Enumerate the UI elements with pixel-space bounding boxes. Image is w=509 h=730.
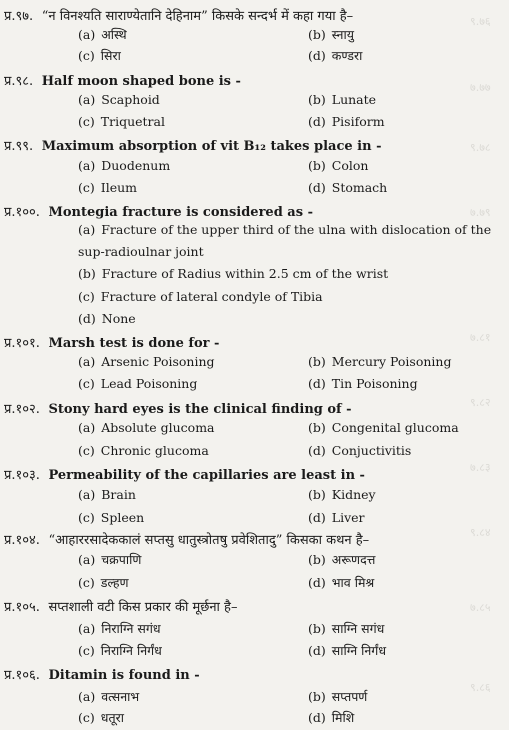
option-c: (c) सिरा [78, 48, 121, 63]
question-text: Marsh test is done for - [48, 336, 220, 351]
question-number: प्र.१०४. [4, 533, 40, 548]
option-b: (b) Mercury Poisoning [308, 354, 452, 369]
bleed-through-mark: ७.७७ [470, 81, 491, 94]
question-text: सप्तशाली वटी किस प्रकार की मूर्छना है– [48, 600, 238, 615]
bleed-through-mark: ९.७६ [470, 15, 491, 28]
option-c: (c) धतूरा [78, 710, 124, 725]
option-b: (b) Congenital glucoma [308, 420, 459, 435]
option-b: (b) साग्नि सगंध [308, 621, 385, 636]
option-d: (d) कण्डरा [308, 48, 363, 63]
question-text: “आहाररसादेककालं सप्तसु धातुस्त्रोतषु प्रवेशितादु” किसका कथन है– [48, 533, 370, 548]
option-b: (b) स्नायु [308, 27, 354, 42]
option-a: (a) Absolute glucoma [78, 420, 215, 435]
option-c: (c) Lead Poisoning [78, 376, 198, 391]
question-text: Maximum absorption of vit B₁₂ takes place in - [41, 139, 382, 154]
bleed-through-mark: ७.८३ [470, 461, 491, 474]
option-a: (a) वत्सनाभ [78, 689, 140, 704]
question-text: Permeability of the capillaries are least in - [48, 468, 365, 483]
question-text: Ditamin is found in - [48, 668, 200, 683]
option-a: (a) निराग्नि सगंध [78, 621, 161, 636]
question-stem [4, 71, 241, 89]
question-stem [4, 6, 353, 24]
option-d: (d) Stomach [308, 180, 388, 195]
bleed-through-mark: ९.७८ [470, 141, 491, 154]
bleed-through-mark: ९.८४ [470, 526, 491, 539]
option-c: (c) निराग्नि निर्गंध [78, 643, 162, 658]
bleed-through-mark: ९.८२ [470, 396, 491, 409]
question-stem [4, 530, 369, 548]
option-c: (c) Spleen [78, 510, 145, 525]
question-stem [4, 333, 219, 351]
bleed-through-mark: ९.८६ [470, 681, 491, 694]
option-a: (a) Fracture of the upper third of the ulna with dislocation of the sup-radioulnar joint [78, 222, 492, 259]
option-d: (d) Pisiform [308, 114, 385, 129]
question-number: प्र.१०३. [4, 468, 40, 483]
option-b: (b) Kidney [308, 487, 376, 502]
option-b: (b) अरूणदत्त [308, 552, 376, 567]
option-c: (c) Ileum [78, 180, 138, 195]
option-b: (b) Lunate [308, 92, 377, 107]
question-text: Half moon shaped bone is - [41, 74, 241, 89]
question-stem [4, 597, 237, 615]
question-number: प्र.१०१. [4, 336, 40, 351]
question-number: प्र.१००. [4, 205, 40, 220]
option-d: (d) भाव मिश्र [308, 575, 375, 590]
question-number: प्र.९९. [4, 139, 34, 154]
bleed-through-mark: ७.७९ [470, 206, 491, 219]
option-a: (a) चक्रपाणि [78, 552, 142, 567]
question-stem [4, 665, 200, 683]
question-stem [4, 465, 365, 483]
question-number: प्र.९८. [4, 74, 34, 89]
option-b: (b) Fracture of Radius within 2.5 cm of the wrist [78, 266, 389, 281]
question-stem [4, 399, 352, 417]
option-c: (c) डल्हण [78, 575, 129, 590]
option-b: (b) सप्तपर्ण [308, 689, 368, 704]
question-stem [4, 202, 313, 220]
option-a: (a) Scaphoid [78, 92, 160, 107]
option-a: (a) Arsenic Poisoning [78, 354, 215, 369]
question-text: Montegia fracture is considered as - [48, 205, 313, 220]
question-number: प्र.१०२. [4, 402, 40, 417]
bleed-through-mark: ७.८१ [470, 331, 491, 344]
bleed-through-mark: ७.८५ [470, 601, 491, 614]
question-number: प्र.१०६. [4, 668, 40, 683]
option-d: (d) Tin Poisoning [308, 376, 418, 391]
option-d: (d) मिशि [308, 710, 355, 725]
option-a: (a) Brain [78, 487, 136, 502]
question-number: प्र.१०५. [4, 600, 40, 615]
option-c: (c) Fracture of lateral condyle of Tibia [78, 289, 323, 304]
option-c: (c) Triquetral [78, 114, 165, 129]
question-number: प्र.९७. [4, 9, 34, 24]
option-c: (c) Chronic glucoma [78, 443, 209, 458]
option-b: (b) Colon [308, 158, 369, 173]
option-d: (d) Liver [308, 510, 365, 525]
option-a: (a) अस्थि [78, 27, 127, 42]
option-a: (a) Duodenum [78, 158, 171, 173]
question-stem [4, 136, 381, 154]
option-d: (d) साग्नि निर्गंध [308, 643, 387, 658]
question-text: “न विनश्यति साराण्येतानि देहिनाम” किसके सन्दर्भ में कहा गया है– [41, 9, 354, 24]
option-d: (d) None [78, 311, 136, 326]
question-text: Stony hard eyes is the clinical finding of - [48, 402, 352, 417]
option-d: (d) Conjuctivitis [308, 443, 412, 458]
